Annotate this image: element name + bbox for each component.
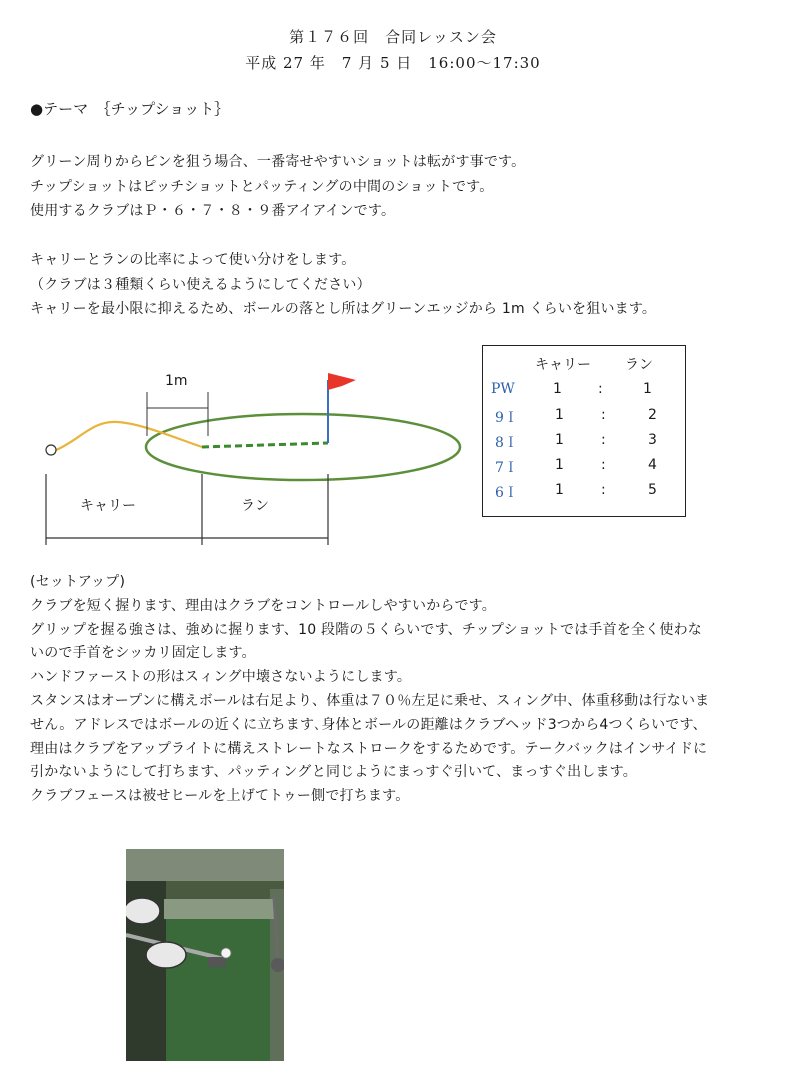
diagram-drawing	[30, 340, 470, 560]
page-date: 平成 27 年 7 月 5 日 16:00〜17:30	[245, 54, 541, 72]
table-run-value: 1	[643, 381, 652, 397]
intro-paragraph	[30, 150, 765, 322]
setup-paragraph	[30, 571, 765, 809]
setup-line: ハンドファーストの形はスィング中壊さないようにします。	[30, 669, 412, 686]
table-club-label: 8Ｉ	[495, 435, 518, 451]
intro-line: キャリーとランの比率によって使い分けをします。	[30, 252, 356, 268]
left-shoe	[126, 898, 160, 924]
table-carry-value: 1	[553, 381, 562, 397]
table-club-label: 6Ｉ	[495, 485, 518, 501]
distance-label: 1m	[165, 373, 188, 389]
table-run-value: 4	[648, 457, 657, 473]
setup-line: グリップを握る強さは、強めに握ります、10 段階の５くらいです、チップショットでは手首を全く使わな	[30, 621, 703, 638]
table-header-carry: キャリー	[535, 357, 591, 373]
setup-line: スタンスはオープンに構えボールは右足より、体重は７０％左足に乗せ、スィング中、体重移動は行ないま	[30, 692, 710, 709]
table-separator: :	[601, 457, 606, 473]
right-shoe	[146, 942, 186, 968]
intro-line: 使用するクラブはＰ・６・７・８・９番アイアインです。	[30, 203, 396, 219]
intro-line: グリーン周りからピンを狙う場合、一番寄せやすいショットは転がす事です。	[30, 154, 526, 170]
table-club-label: PW	[491, 381, 515, 397]
table-carry-value: 1	[555, 407, 564, 423]
intro-line: （クラブは３種類くらい使えるようにしてください）	[30, 276, 371, 293]
table-separator: :	[598, 381, 603, 397]
theme-heading: ●テーマ ｛チップショット｝	[30, 100, 230, 118]
chip-shot-diagram	[30, 340, 470, 560]
table-separator: :	[601, 407, 606, 423]
table-carry-value: 1	[555, 432, 564, 448]
ball-icon	[46, 445, 56, 455]
blank-line	[30, 224, 765, 249]
table-run-value: 5	[648, 482, 657, 498]
intro-line: キャリーを最小限に抑えるため、ボールの落とし所はグリーンエッジから 1m くらいを狙います。	[30, 301, 657, 317]
flag-icon	[328, 373, 356, 390]
mat-frame	[164, 899, 274, 919]
table-header-run: ラン	[625, 357, 653, 373]
setup-line: いので手首をシッカリ固定します。	[30, 645, 256, 662]
carry-run-ratio-table	[482, 345, 686, 517]
setup-heading: (セットアップ)	[30, 574, 126, 590]
run-path	[202, 443, 328, 447]
table-run-value: 3	[648, 432, 657, 448]
table-club-label: 7Ｉ	[495, 460, 518, 476]
photo-illustration	[126, 849, 284, 1061]
page-title: 第１７６回 合同レッスン会	[289, 28, 497, 46]
table-carry-value: 1	[555, 482, 564, 498]
golf-ball	[221, 948, 231, 958]
table-carry-value: 1	[555, 457, 564, 473]
club-head	[208, 957, 226, 967]
green-outline	[146, 414, 460, 480]
table-separator: :	[601, 482, 606, 498]
setup-line: 理由はクラブをアップライトに構えストレートなストロークをするためです。テークバックはインサイドに	[30, 740, 708, 757]
table-club-label: 9Ｉ	[495, 410, 518, 426]
table-separator: :	[601, 432, 606, 448]
carry-label: キャリー	[80, 498, 136, 514]
photo-upper-wall	[126, 849, 284, 881]
setup-line: クラブフェースは被せヒールを上げてトゥー側で打ちます。	[30, 788, 410, 805]
setup-line: せん。アドレスではボールの近くに立ちます､身体とボールの距離はクラブヘッド3つから4つくらいです、	[30, 716, 707, 733]
table-run-value: 2	[648, 407, 657, 423]
run-label: ラン	[241, 498, 269, 514]
practice-mat	[166, 919, 270, 1061]
setup-line: クラブを短く握ります、理由はクラブをコントロールしやすいからです。	[30, 597, 496, 614]
setup-line: 引かないようにして打ちます、パッティングと同じようにまっすぐ引いて、まっすぐ出します。	[30, 764, 637, 781]
chip-shot-address-photo	[126, 849, 284, 1061]
intro-line: チップショットはピッチショットとパッティングの中間のショットです。	[30, 178, 494, 195]
